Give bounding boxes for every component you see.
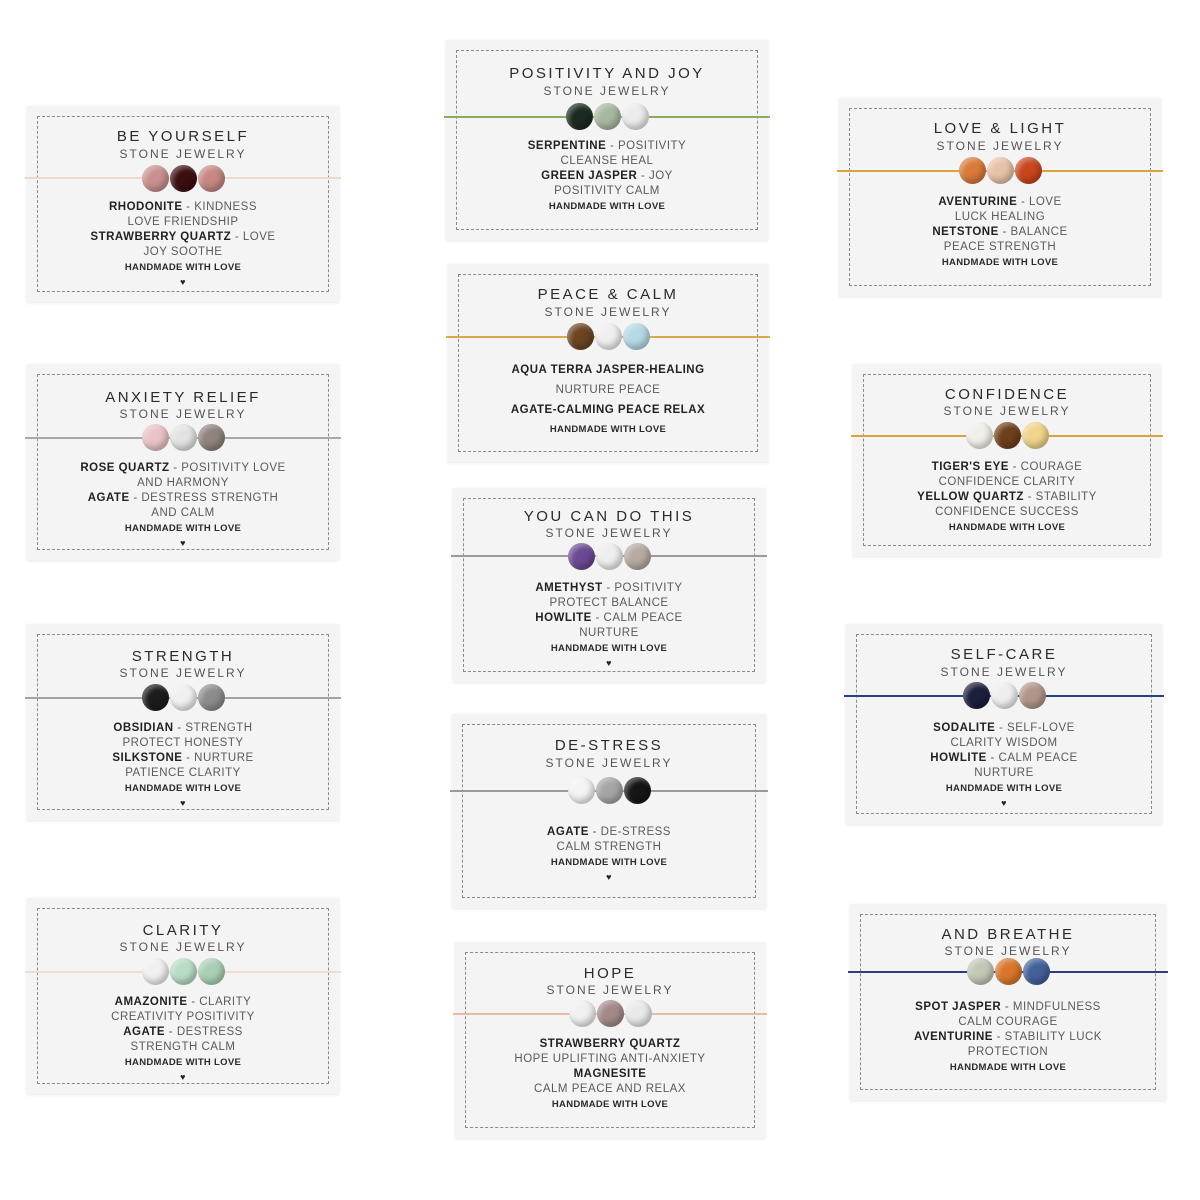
card-peace-and-calm [448,264,768,462]
stone-name: STRAWBERRY QUARTZ [539,1038,681,1050]
bead [959,157,986,184]
card-description: TIGER'S EYE - COURAGE CONFIDENCE CLARITY YELLOW QUARTZ - STABILITY CONFIDENCE SUCCESS HANDMADE WITH LOVE [859,460,1155,535]
bead [198,165,225,192]
bead [991,682,1018,709]
stone-name: AGATE-CALMING PEACE RELAX [510,404,706,416]
bead-row [850,958,1166,985]
card-title: STRENGTH [131,648,235,665]
stone-name: AGATE [123,1026,166,1038]
bead [987,157,1014,184]
card-self-care [846,624,1162,824]
card-subtitle: STONE JEWELRY [119,666,247,680]
card-title: BE YOURSELF [116,128,250,145]
card-title: CONFIDENCE [944,386,1070,403]
card-subtitle: STONE JEWELRY [545,526,673,540]
bead [625,1000,652,1027]
stone-name: SILKSTONE [112,752,183,764]
bead-row [446,103,768,130]
card-description: AVENTURINE - LOVE LUCK HEALING NETSTONE - BALANCE PEACE STRENGTH HANDMADE WITH LOVE [845,195,1155,270]
bead-row [27,684,339,711]
card-description: AQUA TERRA JASPER-HEALING NURTURE PEACE AGATE-CALMING PEACE RELAX HANDMADE WITH LOVE [454,360,762,440]
card-be-yourself [27,106,339,302]
card-description: AMAZONITE - CLARITY CREATIVITY POSITIVITY AGATE - DESTRESS STRENGTH CALM HANDMADE WITH LOVE ♥ [33,995,333,1085]
heart-icon: ♥ [606,658,612,668]
bead-row [27,165,339,192]
card-positivity-and-joy [446,40,768,240]
bead [995,958,1022,985]
bead [142,165,169,192]
card-description: SPOT JASPER - MINDFULNESS CALM COURAGE AVENTURINE - STABILITY LUCK PROTECTION HANDMADE WITH LOVE [856,1000,1160,1075]
stone-name: RHODONITE [108,201,183,213]
handmade-label: HANDMADE WITH LOVE [550,643,668,654]
card-description: AGATE - DE-STRESS CALM STRENGTH HANDMADE WITH LOVE ♥ [458,825,760,885]
bead [596,777,623,804]
card-subtitle: STONE JEWELRY [943,404,1071,418]
bead [568,777,595,804]
bead [170,165,197,192]
stone-name: SPOT JASPER [915,1001,1002,1013]
handmade-label: HANDMADE WITH LOVE [124,783,242,794]
card-confidence [853,364,1161,556]
bead [624,543,651,570]
card-subtitle: STONE JEWELRY [940,665,1068,679]
card-description: AMETHYST - POSITIVITY PROTECT BALANCE HOWLITE - CALM PEACE NURTURE HANDMADE WITH LOVE ♥ [459,581,759,671]
bead [624,777,651,804]
bead [568,543,595,570]
heart-icon: ♥ [606,872,612,882]
card-description: STRAWBERRY QUARTZ HOPE UPLIFTING ANTI-ANXIETY MAGNESITE CALM PEACE AND RELAX HANDMADE WITH LOVE [461,1037,759,1112]
bead [198,424,225,451]
bead [142,958,169,985]
card-title: HOPE [583,965,637,982]
stone-name: AVENTURINE [914,1031,993,1043]
bead [594,103,621,130]
heart-icon: ♥ [180,277,186,287]
heart-icon: ♥ [180,798,186,808]
card-title: PEACE & CALM [537,286,679,303]
bead [1023,958,1050,985]
bead-row [453,543,765,570]
card-subtitle: STONE JEWELRY [544,305,672,319]
heart-icon: ♥ [180,1072,186,1082]
bead-row [452,777,766,804]
stone-name: YELLOW QUARTZ [917,491,1024,503]
card-subtitle: STONE JEWELRY [546,983,674,997]
card-anxiety-relief [27,364,339,560]
card-title: POSITIVITY AND JOY [509,65,705,82]
bead [1019,682,1046,709]
bead [1015,157,1042,184]
bead [566,103,593,130]
stone-name: HOWLITE [535,612,592,624]
stone-name: SODALITE [933,722,996,734]
card-subtitle: STONE JEWELRY [119,147,247,161]
card-title: YOU CAN DO THIS [523,508,695,525]
bead [142,684,169,711]
handmade-label: HANDMADE WITH LOVE [551,1099,669,1110]
bead [569,1000,596,1027]
stone-name: OBSIDIAN [113,722,174,734]
bead [622,103,649,130]
stone-name: TIGER'S EYE [931,461,1009,473]
stone-name: SERPENTINE [527,140,607,152]
card-and-breathe [850,904,1166,1100]
card-subtitle: STONE JEWELRY [545,756,673,770]
stone-name: AVENTURINE [938,196,1018,208]
card-title: ANXIETY RELIEF [105,389,261,406]
card-description: SERPENTINE - POSITIVITY CLEANSE HEAL GREEN JASPER - JOY POSITIVITY CALM HANDMADE WITH LOVE [452,139,762,214]
card-title: CLARITY [142,922,224,939]
handmade-label: HANDMADE WITH LOVE [945,783,1063,794]
bead [567,323,594,350]
card-clarity [27,898,339,1094]
bead [966,422,993,449]
card-title: AND BREATHE [941,926,1075,943]
card-title: SELF-CARE [950,646,1058,663]
bead [597,1000,624,1027]
bead-row [839,157,1161,184]
bead-row [27,958,339,985]
card-description: OBSIDIAN - STRENGTH PROTECT HONESTY SILKSTONE - NURTURE PATIENCE CLARITY HANDMADE WITH LOVE ♥ [33,721,333,811]
stone-name: AGATE [87,492,130,504]
card-title: LOVE & LIGHT [933,120,1067,137]
stone-name: AGATE [547,826,589,838]
bead [994,422,1021,449]
handmade-label: HANDMADE WITH LOVE [124,262,242,273]
card-description: ROSE QUARTZ - POSITIVITY LOVE AND HARMONY AGATE - DESTRESS STRENGTH AND CALM HANDMADE WITH LOVE ♥ [33,461,333,551]
bead [595,323,622,350]
handmade-label: HANDMADE WITH LOVE [941,257,1059,268]
handmade-label: HANDMADE WITH LOVE [550,857,668,868]
handmade-label: HANDMADE WITH LOVE [948,522,1066,533]
bead [170,424,197,451]
card-subtitle: STONE JEWELRY [119,940,247,954]
card-hope [455,942,765,1138]
heart-icon: ♥ [180,538,186,548]
stone-name: NETSTONE [932,226,999,238]
card-de-stress [452,714,766,908]
card-love-and-light [839,98,1161,296]
stone-name: AQUA TERRA JASPER-HEALING [511,364,705,376]
card-subtitle: STONE JEWELRY [543,84,671,98]
card-description: SODALITE - SELF-LOVE CLARITY WISDOM HOWLITE - CALM PEACE NURTURE HANDMADE WITH LOVE ♥ [852,721,1156,811]
bead-row [846,682,1162,709]
bead-row [448,323,768,350]
bead-row [27,424,339,451]
card-title: DE-STRESS [554,737,664,754]
bead-row [455,1000,765,1027]
card-description: RHODONITE - KINDNESS LOVE FRIENDSHIP STRAWBERRY QUARTZ - LOVE JOY SOOTHE HANDMADE WITH LOVE ♥ [33,200,333,290]
handmade-label: HANDMADE WITH LOVE [124,1057,242,1068]
stone-name: GREEN JASPER [541,170,638,182]
handmade-label: HANDMADE WITH LOVE [548,201,666,212]
bead [623,323,650,350]
card-strength [27,624,339,820]
stone-name: AMETHYST [535,582,603,594]
bead [198,684,225,711]
handmade-label: HANDMADE WITH LOVE [124,523,242,534]
bead [967,958,994,985]
card-subtitle: STONE JEWELRY [119,407,247,421]
stone-name: AMAZONITE [114,996,188,1008]
bead-row [853,422,1161,449]
stone-name: ROSE QUARTZ [80,462,170,474]
bead [963,682,990,709]
heart-icon: ♥ [1001,798,1007,808]
card-subtitle: STONE JEWELRY [944,944,1072,958]
stone-name: STRAWBERRY QUARTZ [90,231,232,243]
bead [142,424,169,451]
handmade-label: HANDMADE WITH LOVE [549,424,667,435]
stone-name: HOWLITE [930,752,987,764]
bead [596,543,623,570]
bead [170,684,197,711]
stone-name: MAGNESITE [573,1068,647,1080]
bead [198,958,225,985]
card-you-can-do-this [453,488,765,682]
bead [1022,422,1049,449]
handmade-label: HANDMADE WITH LOVE [949,1062,1067,1073]
card-subtitle: STONE JEWELRY [936,139,1064,153]
bead [170,958,197,985]
